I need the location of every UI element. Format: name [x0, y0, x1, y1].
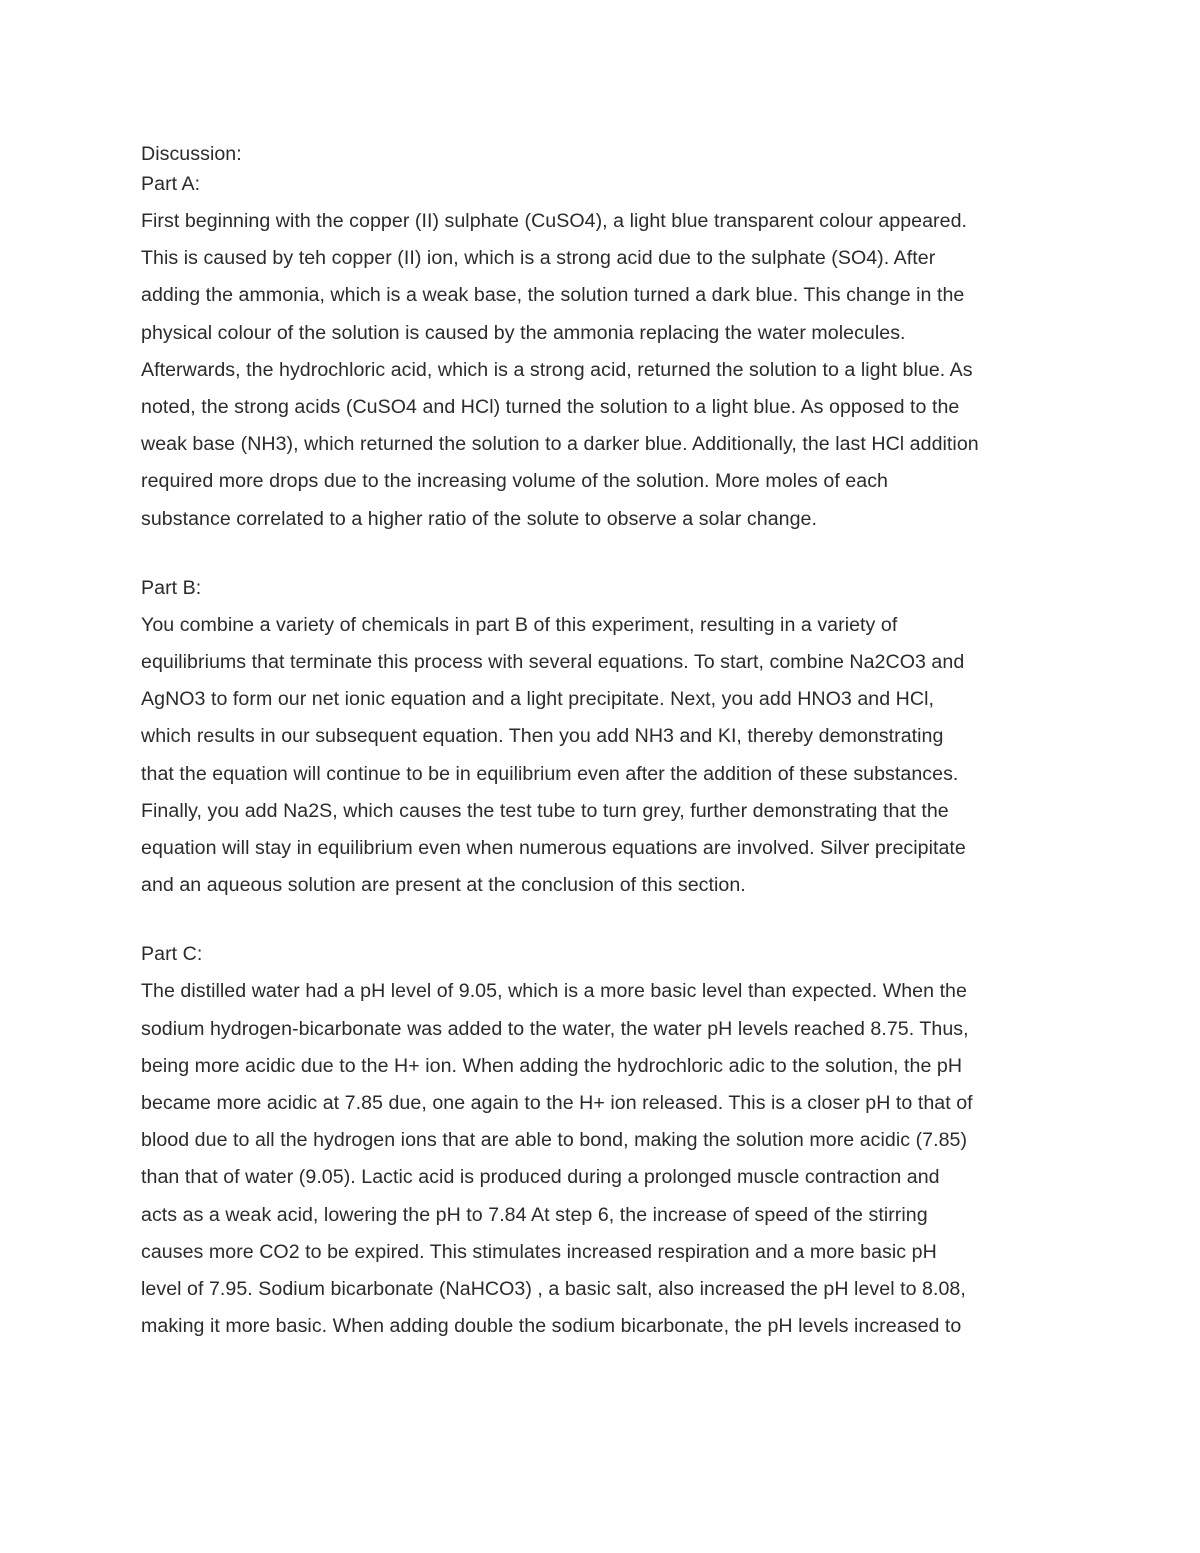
paragraph-line: acts as a weak acid, lowering the pH to 7.84 At step 6, the increase of speed of the stirring — [141, 1203, 928, 1226]
part-a-heading: Part A: — [141, 173, 201, 195]
paragraph-line: The distilled water had a pH level of 9.05, which is a more basic level than expected. When the — [141, 980, 967, 1003]
paragraph-line: noted, the strong acids (CuSO4 and HCl) turned the solution to a light blue. As opposed to the — [141, 396, 960, 419]
paragraph-line: sodium hydrogen-bicarbonate was added to the water, the water pH levels reached 8.75. Thus, — [141, 1017, 969, 1040]
paragraph-line: making it more basic. When adding double the sodium bicarbonate, the pH levels increased to — [141, 1315, 962, 1338]
part-b-heading: Part B: — [141, 576, 202, 599]
paragraph-line: level of 7.95. Sodium bicarbonate (NaHCO3) , a basic salt, also increased the pH level to 8.08, — [141, 1278, 966, 1301]
part-c-paragraph — [141, 973, 1066, 1345]
discussion-title: Discussion: — [141, 143, 242, 165]
paragraph-line: weak base (NH3), which returned the solution to a darker blue. Additionally, the last HCl addition — [141, 433, 979, 456]
paragraph-line: AgNO3 to form our net ionic equation and a light precipitate. Next, you add HNO3 and HCl, — [141, 688, 934, 711]
part-b-section — [141, 573, 1066, 905]
paragraph-line: First beginning with the copper (II) sulphate (CuSO4), a light blue transparent colour appeared. — [141, 210, 968, 232]
paragraph-line: became more acidic at 7.85 due, one again to the H+ ion released. This is a closer pH to that of — [141, 1092, 973, 1115]
paragraph-line: required more drops due to the increasing volume of the solution. More moles of each — [141, 470, 888, 493]
part-c-heading: Part C: — [141, 943, 203, 966]
section-gap — [141, 904, 1066, 939]
paragraph-line: This is caused by teh copper (II) ion, which is a strong acid due to the sulphate (SO4). After — [141, 247, 936, 270]
paragraph-line: that the equation will continue to be in equilibrium even after the addition of these substances. — [141, 762, 959, 785]
paragraph-line: than that of water (9.05). Lactic acid is produced during a prolonged muscle contraction and — [141, 1166, 940, 1189]
paragraph-line: which results in our subsequent equation. Then you add NH3 and KI, thereby demonstrating — [141, 725, 944, 748]
paragraph-line: being more acidic due to the H+ ion. When adding the hydrochloric adic to the solution, the pH — [141, 1054, 963, 1077]
paragraph-line: Afterwards, the hydrochloric acid, which is a strong acid, returned the solution to a light blue. As — [141, 358, 973, 381]
paragraph-line: adding the ammonia, which is a weak base, the solution turned a dark blue. This change in the — [141, 284, 965, 307]
document-body — [141, 139, 1066, 1345]
section-gap — [141, 538, 1066, 573]
paragraph-line: blood due to all the hydrogen ions that are able to bond, making the solution more acidic (7.85) — [141, 1129, 968, 1152]
paragraph-line: and an aqueous solution are present at the conclusion of this section. — [141, 874, 746, 897]
part-b-paragraph — [141, 607, 1066, 905]
paragraph-line: substance correlated to a higher ratio of the solute to observe a solar change. — [141, 507, 817, 530]
part-c-section — [141, 939, 1066, 1345]
paragraph-line: Finally, you add Na2S, which causes the test tube to turn grey, further demonstrating that the — [141, 799, 949, 822]
part-a-paragraph — [141, 203, 1066, 538]
paragraph-line: You combine a variety of chemicals in part B of this experiment, resulting in a variety of — [141, 613, 898, 636]
paragraph-line: equilibriums that terminate this process with several equations. To start, combine Na2CO3 and — [141, 651, 965, 674]
part-a-section — [141, 169, 1066, 538]
paragraph-line: physical colour of the solution is caused by the ammonia replacing the water molecules. — [141, 321, 906, 344]
paragraph-line: causes more CO2 to be expired. This stimulates increased respiration and a more basic pH — [141, 1240, 937, 1263]
paragraph-line: equation will stay in equilibrium even when numerous equations are involved. Silver precipitate — [141, 837, 966, 860]
